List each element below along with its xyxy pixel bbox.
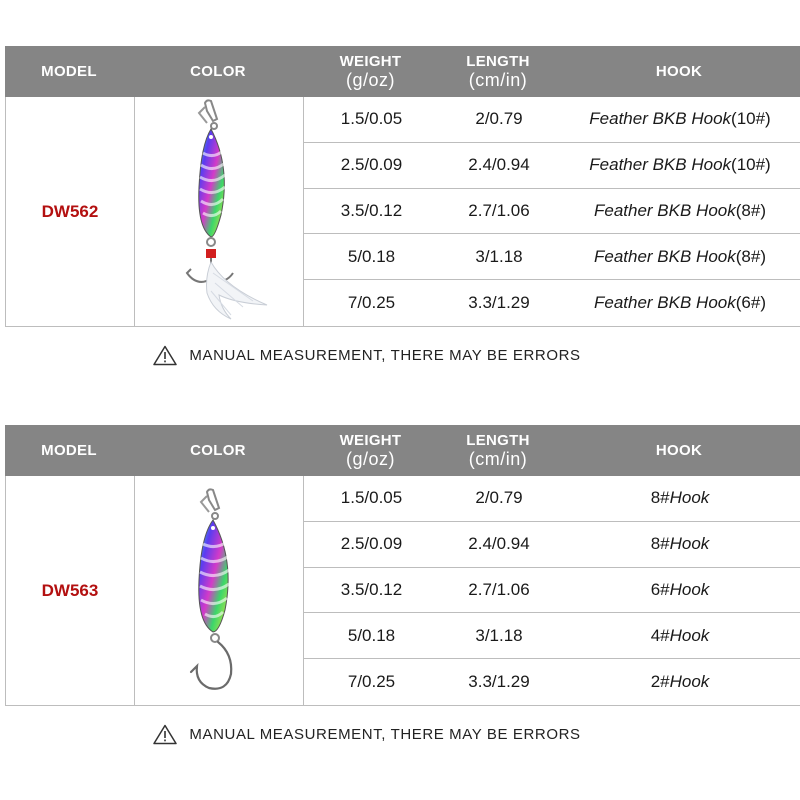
table-row <box>304 97 800 143</box>
hook-value: Feather BKB Hook (10#) <box>589 155 771 175</box>
table-body <box>5 97 800 327</box>
table-row <box>304 476 800 522</box>
header-hook: HOOK <box>655 442 703 459</box>
length-value: 2.7/1.06 <box>468 200 530 220</box>
data-rows <box>304 97 800 326</box>
length-value: 3.3/1.29 <box>468 293 530 313</box>
weight-value: 2.5/0.09 <box>340 155 403 175</box>
model-name: DW563 <box>41 580 99 600</box>
table-row <box>304 189 800 235</box>
hook-value: Feather BKB Hook (6#) <box>594 293 766 313</box>
hook-value: Feather BKB Hook (8#) <box>594 200 766 220</box>
weight-value: 3.5/0.12 <box>340 200 403 220</box>
header-color: COLOR <box>190 63 246 80</box>
table-row <box>304 143 800 189</box>
table-row <box>304 659 800 705</box>
warning-icon <box>153 345 177 366</box>
weight-value: 1.5/0.05 <box>340 488 403 508</box>
length-value: 2.7/1.06 <box>468 579 530 599</box>
hook-value: Feather BKB Hook (10#) <box>589 109 771 129</box>
measurement-note: MANUAL MEASUREMENT, THERE MAY BE ERRORS <box>0 724 800 745</box>
hook-value: 8# Hook <box>650 534 710 554</box>
hook-value: 2# Hook <box>650 672 710 692</box>
table-row <box>304 613 800 659</box>
length-value: 3.3/1.29 <box>468 672 530 692</box>
spec-table-dw562 <box>5 46 800 327</box>
table-header <box>5 425 800 476</box>
table-header <box>5 46 800 97</box>
header-model: MODEL <box>41 442 97 459</box>
header-model: MODEL <box>41 63 97 80</box>
header-hook: HOOK <box>655 63 703 80</box>
weight-value: 5/0.18 <box>347 246 396 266</box>
table-body <box>5 476 800 706</box>
measurement-note: MANUAL MEASUREMENT, THERE MAY BE ERRORS <box>0 345 800 366</box>
weight-value: 1.5/0.05 <box>340 109 403 129</box>
spec-table-dw563 <box>5 425 800 706</box>
length-value: 2/0.79 <box>475 488 523 508</box>
weight-value: 7/0.25 <box>347 293 396 313</box>
length-value: 2.4/0.94 <box>468 155 530 175</box>
header-length: LENGTH (cm/in) <box>466 431 530 469</box>
header-weight: WEIGHT (g/oz) <box>339 52 402 90</box>
data-rows <box>304 476 800 705</box>
weight-value: 7/0.25 <box>347 672 396 692</box>
header-weight: WEIGHT (g/oz) <box>339 431 402 469</box>
hook-value: 6# Hook <box>650 579 710 599</box>
weight-value: 3.5/0.12 <box>340 579 403 599</box>
single-hook-spoon-lure-icon <box>135 476 303 705</box>
weight-value: 5/0.18 <box>347 625 396 645</box>
table-row <box>304 234 800 280</box>
header-color: COLOR <box>190 442 246 459</box>
color-cell <box>135 476 303 705</box>
hook-value: 8# Hook <box>650 488 710 508</box>
color-cell <box>135 97 303 326</box>
length-value: 3/1.18 <box>475 246 523 266</box>
length-value: 3/1.18 <box>475 625 523 645</box>
table-row <box>304 522 800 568</box>
table-row <box>304 280 800 326</box>
header-length: LENGTH (cm/in) <box>466 52 530 90</box>
hook-value: Feather BKB Hook (8#) <box>594 246 766 266</box>
feather-spoon-lure-icon <box>135 97 303 326</box>
model-name: DW562 <box>41 201 99 221</box>
weight-value: 2.5/0.09 <box>340 534 403 554</box>
warning-icon <box>153 724 177 745</box>
length-value: 2.4/0.94 <box>468 534 530 554</box>
table-row <box>304 568 800 614</box>
hook-value: 4# Hook <box>650 625 710 645</box>
length-value: 2/0.79 <box>475 109 523 129</box>
